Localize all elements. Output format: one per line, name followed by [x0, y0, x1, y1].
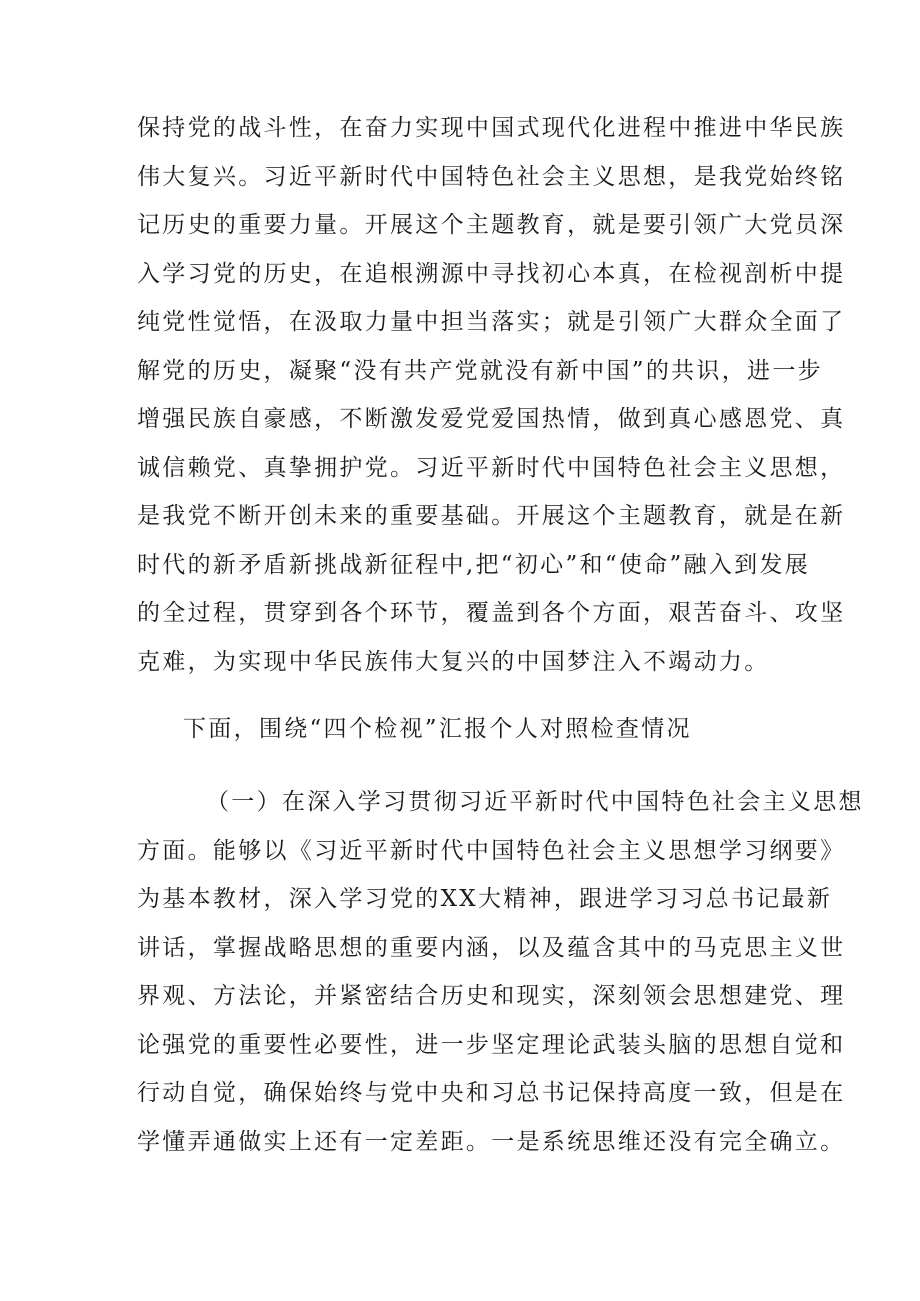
text-line: 学懂弄通做实上还有一定差距。一是系统思维还没有完全确立。	[137, 1128, 846, 1155]
text-line: 论强党的重要性必要性，进一步坚定理论武装头脑的思想自觉和	[137, 1031, 846, 1058]
section-intro-line: 下面，围绕“四个检视”汇报个人对照检查情况	[183, 716, 692, 742]
text-line: 方面。能够以《习近平新时代中国特色社会主义思想学习纲要》	[137, 837, 846, 864]
paragraph-3	[137, 778, 864, 1166]
text-line: 界观、方法论，并紧密结合历史和现实，深刻领会思想建党、理	[137, 983, 846, 1009]
text-line: 是我党不断开创未来的重要基础。开展这个主题教育，就是在新	[137, 503, 846, 529]
text-line: 时代的新矛盾新挑战新征程中,把“初心”和“使命”融入到发展	[137, 551, 811, 578]
text-line: 解党的历史，凝聚“没有共产党就没有新中国”的共识，进一步	[137, 357, 823, 384]
text-line: 记历史的重要力量。开展这个主题教育，就是要引领广大党员深	[137, 212, 846, 238]
text-line: 讲话，掌握战略思想的重要内涵，以及蕴含其中的马克思主义世	[137, 934, 846, 961]
text-line: 增强民族自豪感，不断激发爱党爱国热情，做到真心感恩党、真	[137, 406, 846, 432]
text-line: 行动自觉，确保始终与党中央和习总书记保持高度一致，但是在	[137, 1080, 846, 1106]
text-line: 的全过程，贯穿到各个环节，覆盖到各个方面，艰苦奋斗、攻坚	[137, 600, 846, 626]
text-line: 纯党性觉悟，在汲取力量中担当落实；就是引领广大群众全面了	[137, 309, 846, 335]
paragraph-1	[137, 104, 846, 686]
text-line: 为基本教材，深入学习党的XX大精神，跟进学习习总书记最新	[137, 886, 833, 912]
text-line: 保持党的战斗性，在奋力实现中国式现代化进程中推进中华民族	[137, 115, 846, 141]
text-line: 克难，为实现中华民族伟大复兴的中国梦注入不竭动力。	[137, 648, 770, 675]
paragraph-2	[137, 705, 793, 754]
text-line: 伟大复兴。习近平新时代中国特色社会主义思想，是我党始终铭	[137, 163, 846, 190]
section-heading-line: （一）在深入学习贯彻习近平新时代中国特色社会主义思想	[206, 789, 864, 815]
text-line: 入学习党的历史，在追根溯源中寻找初心本真，在检视剖析中提	[137, 260, 846, 287]
text-line: 诚信赖党、真挚拥护党。习近平新时代中国特色社会主义思想，	[137, 454, 846, 481]
